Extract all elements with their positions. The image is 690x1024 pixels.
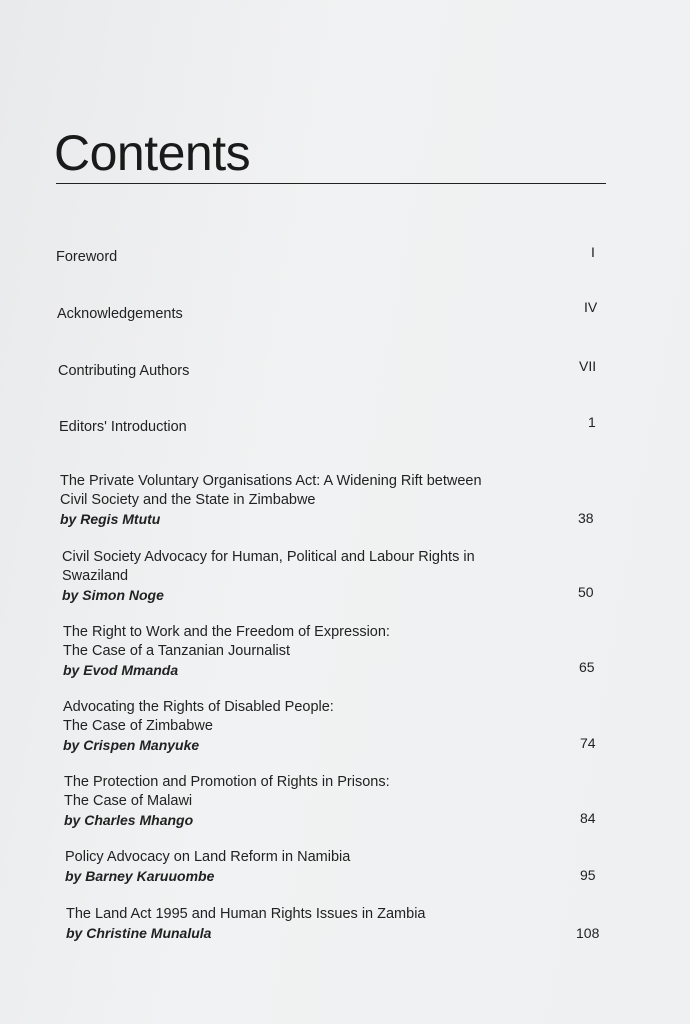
toc-chapter-title-line: The Protection and Promotion of Rights in Prisons: [64,774,390,790]
toc-entry-page: I [591,244,595,260]
page-title: Contents [54,125,251,181]
toc-chapter-title-line: Swaziland [62,568,129,584]
toc-chapter-author: by Barney Karuuombe [65,868,215,884]
toc-entry-title: Editors' Introduction [59,419,187,435]
toc-chapter-author: by Simon Noge [62,587,164,603]
toc-entry-page: 50 [578,584,594,600]
toc-chapter-title-line: The Land Act 1995 and Human Rights Issues in Zambia [66,906,426,922]
toc-chapter-title-line: The Private Voluntary Organisations Act: A Widening Rift between [60,473,482,489]
toc-entry-page: IV [584,299,598,315]
toc-entry-page: 1 [588,414,596,430]
toc-chapter-title-line: The Case of a Tanzanian Journalist [63,643,291,659]
toc-chapter-title-line: The Right to Work and the Freedom of Expression: [63,624,390,640]
toc-entry-page: 65 [579,659,595,675]
toc-entry-page: 74 [580,735,596,751]
toc-entry-page: 95 [580,867,596,883]
toc-chapter-title-line: Civil Society Advocacy for Human, Political and Labour Rights in [62,549,475,565]
toc-entry-page: 84 [580,810,596,826]
toc-chapter-author: by Christine Munalula [66,925,212,941]
toc-entry-page: 108 [576,925,600,941]
toc-chapter-title-line: The Case of Malawi [64,793,193,809]
toc-chapter-author: by Regis Mtutu [60,511,161,527]
toc-entry-page: 38 [578,510,594,526]
toc-chapter-author: by Crispen Manyuke [63,737,200,753]
title-rule [56,183,606,184]
toc-chapter-author: by Charles Mhango [64,812,194,828]
toc-entry-title: Foreword [56,249,118,265]
toc-chapter-author: by Evod Mmanda [63,662,179,678]
toc-entry-title: Contributing Authors [58,363,190,379]
toc-entry-page: VII [579,358,597,374]
toc-chapter-title-line: The Case of Zimbabwe [63,718,213,734]
toc-entry-title: Acknowledgements [57,306,183,322]
toc-chapter-title-line: Policy Advocacy on Land Reform in Namibia [65,849,351,865]
toc-chapter-title-line: Civil Society and the State in Zimbabwe [60,492,316,508]
toc-chapter-title-line: Advocating the Rights of Disabled People: [63,699,334,715]
